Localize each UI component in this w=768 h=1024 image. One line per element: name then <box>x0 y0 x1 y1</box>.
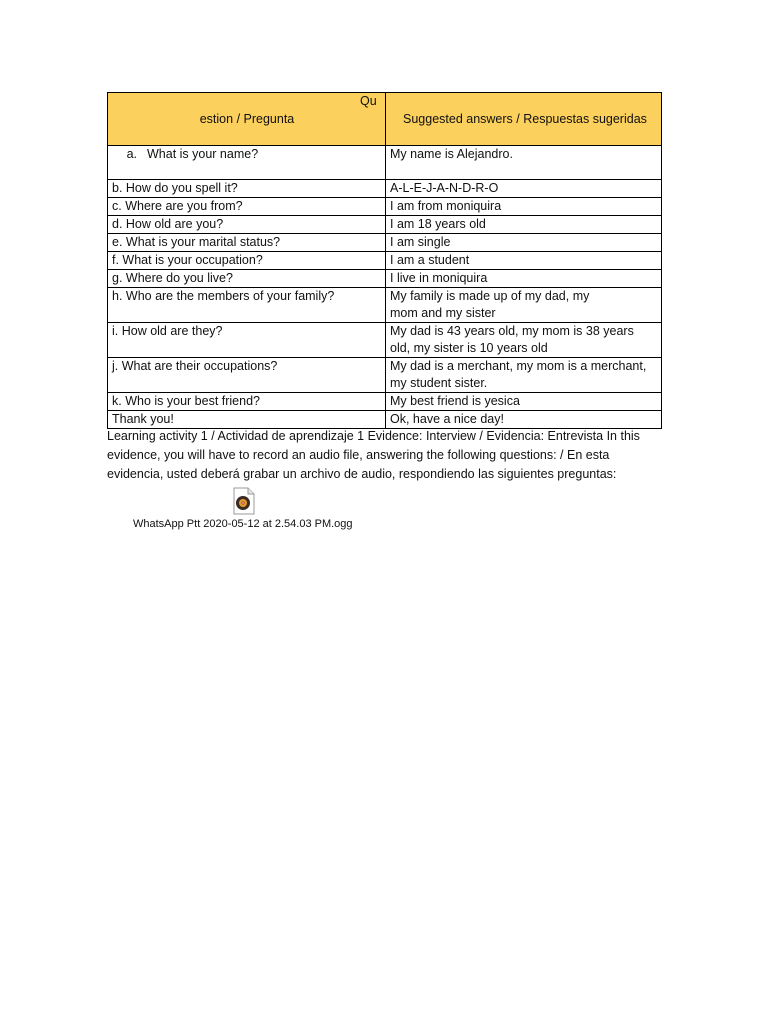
attachment-filename[interactable]: WhatsApp Ptt 2020-05-12 at 2.54.03 PM.ogg <box>133 518 353 530</box>
table-row <box>108 252 662 270</box>
answer-cell: I am single <box>386 234 662 252</box>
answer-line: my student sister. <box>390 376 488 390</box>
answer-cell: A-L-E-J-A-N-D-R-O <box>386 180 662 198</box>
table-row <box>108 393 662 411</box>
answer-cell: I am 18 years old <box>386 216 662 234</box>
question-cell: i. How old are they? <box>108 323 386 358</box>
question-cell: e. What is your marital status? <box>108 234 386 252</box>
question-cell: Thank you! <box>108 411 386 429</box>
question-cell: k. Who is your best friend? <box>108 393 386 411</box>
answer-line: My family is made up of my dad, my <box>390 289 590 303</box>
question-cell: d. How old are you? <box>108 216 386 234</box>
question-header <box>108 93 386 146</box>
answer-cell <box>386 288 662 323</box>
question-cell: j. What are their occupations? <box>108 358 386 393</box>
answer-cell: My best friend is yesica <box>386 393 662 411</box>
answer-line: My dad is a merchant, my mom is a merchant, <box>390 359 647 373</box>
answer-cell: I am from moniquira <box>386 198 662 216</box>
table-row <box>108 358 662 393</box>
question-cell: b. How do you spell it? <box>108 180 386 198</box>
answer-cell: I live in moniquira <box>386 270 662 288</box>
answer-header <box>386 93 662 146</box>
table-row <box>108 146 662 180</box>
list-marker: a. <box>126 147 137 161</box>
table-row <box>108 411 662 429</box>
question-header-part2: estion / Pregunta <box>199 112 295 126</box>
question-cell: h. Who are the members of your family? <box>108 288 386 323</box>
question-cell: f. What is your occupation? <box>108 252 386 270</box>
answer-cell: I am a student <box>386 252 662 270</box>
table-row <box>108 288 662 323</box>
question-header-part1: Qu <box>360 94 377 108</box>
question-cell: c. Where are you from? <box>108 198 386 216</box>
answer-header-label: Suggested answers / Respuestas sugeridas <box>403 112 647 126</box>
audio-file-icon[interactable] <box>233 487 255 515</box>
question-text: What is your name? <box>147 147 259 161</box>
qa-table <box>107 92 662 429</box>
table-row <box>108 198 662 216</box>
question-cell <box>108 146 386 180</box>
table-row <box>108 180 662 198</box>
table-row <box>108 234 662 252</box>
table-row <box>108 323 662 358</box>
answer-line: mom and my sister <box>390 306 496 320</box>
answer-cell: My name is Alejandro. <box>386 146 662 180</box>
table-row <box>108 270 662 288</box>
table-header-row <box>108 93 662 146</box>
answer-line: old, my sister is 10 years old <box>390 341 548 355</box>
answer-line: My dad is 43 years old, my mom is 38 years <box>390 324 634 338</box>
answer-cell <box>386 358 662 393</box>
intro-paragraph: Learning activity 1 / Actividad de aprendizaje 1 Evidence: Interview / Evidencia: Entrevista In this evidence, you will have to record an audio file, answering the following questions: / En esta evidencia, usted deberá grabar un archivo de audio, respondiendo las siguientes preguntas: <box>107 429 640 481</box>
answer-cell: Ok, have a nice day! <box>386 411 662 429</box>
question-cell: g. Where do you live? <box>108 270 386 288</box>
table-row <box>108 216 662 234</box>
answer-cell <box>386 323 662 358</box>
